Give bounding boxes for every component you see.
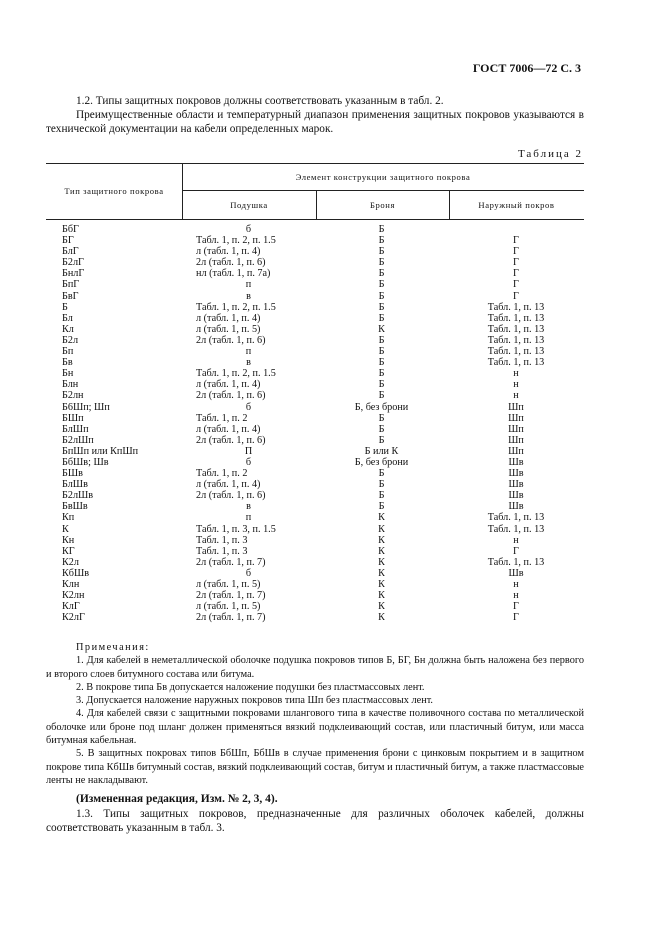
table-row xyxy=(46,512,584,523)
cell-outer: Г xyxy=(513,235,519,247)
cell-cushion: в xyxy=(246,501,251,513)
cell-outer: Шв xyxy=(508,501,524,513)
cell-outer: н xyxy=(513,368,519,380)
table-row xyxy=(46,335,584,346)
table-row xyxy=(46,402,584,413)
cell-cushion: п xyxy=(245,279,252,291)
cell-outer: Шв xyxy=(508,479,524,491)
cell-cushion: л (табл. 1, п. 4) xyxy=(196,479,261,491)
cell-armor: Б, без брони xyxy=(354,456,409,468)
cell-armor: Б, без брони xyxy=(354,401,409,413)
cell-type: К xyxy=(62,523,69,535)
cell-outer: Г xyxy=(513,612,519,624)
cell-type: КлГ xyxy=(62,601,80,613)
table-row xyxy=(46,546,584,557)
cell-armor: Б xyxy=(378,246,385,258)
table-group-rule xyxy=(182,190,584,191)
cell-cushion: Табл. 1, п. 2 xyxy=(196,412,248,424)
cell-outer: Табл. 1, п. 13 xyxy=(487,323,545,335)
table-row xyxy=(46,302,584,313)
table-row xyxy=(46,313,584,324)
cell-type: БвШв xyxy=(62,501,88,513)
table-row xyxy=(46,568,584,579)
cell-armor: Б xyxy=(378,257,385,269)
cell-type: Б2лШп xyxy=(62,434,94,446)
cell-type: БлШп xyxy=(62,423,89,435)
cell-armor: Б xyxy=(378,334,385,346)
col-header-type: Тип защитного покрова xyxy=(64,186,164,196)
cell-outer: Шв xyxy=(508,456,524,468)
cell-type: БнлГ xyxy=(62,268,85,280)
cell-cushion: нл (табл. 1, п. 7а) xyxy=(196,268,271,280)
table-row xyxy=(46,579,584,590)
cell-outer: Шв xyxy=(508,468,524,480)
cell-outer: Табл. 1, п. 13 xyxy=(487,357,545,369)
cell-cushion: б xyxy=(245,567,252,579)
cell-cushion: л (табл. 1, п. 4) xyxy=(196,312,261,324)
cell-armor: Б xyxy=(378,390,385,402)
cell-armor: Б xyxy=(378,501,385,513)
cell-outer xyxy=(448,224,584,235)
cell-type: К2лн xyxy=(62,590,85,602)
table-row xyxy=(46,535,584,546)
cell-type: Б2л xyxy=(62,334,79,346)
cell-outer: Табл. 1, п. 13 xyxy=(487,523,545,535)
note-4: 4. Для кабелей связи с защитными покровами шлангового типа в качестве поливочного состава по металлической оболочке или броне под шланг должен применяться вязкий подклеивающий состав, или пластичный битум, или масса битумная кабельная. xyxy=(46,708,584,747)
table-row xyxy=(46,601,584,612)
cell-cushion: в xyxy=(246,357,251,369)
cell-cushion: 2л (табл. 1, п. 6) xyxy=(196,434,266,446)
table-row xyxy=(46,435,584,446)
cell-armor: К xyxy=(378,512,385,524)
table-row xyxy=(46,479,584,490)
cell-outer: н xyxy=(513,579,519,590)
cell-cushion: л (табл. 1, п. 4) xyxy=(196,423,261,435)
cell-armor: Б xyxy=(378,423,385,435)
cell-outer: Г xyxy=(513,257,519,269)
cell-armor: Б xyxy=(378,312,385,324)
cell-armor: Б xyxy=(378,412,385,424)
cell-cushion: 2л (табл. 1, п. 6) xyxy=(196,490,266,502)
cell-outer: Табл. 1, п. 13 xyxy=(487,512,545,524)
table-row xyxy=(46,590,584,601)
cell-outer: Табл. 1, п. 13 xyxy=(487,556,545,568)
cell-armor: К xyxy=(378,545,385,557)
cell-type: Клн xyxy=(62,579,80,590)
cell-type: Б6Шп; Шп xyxy=(62,401,110,413)
cell-type: Б2лГ xyxy=(62,257,84,269)
table-row xyxy=(46,612,584,623)
table-row xyxy=(46,346,584,357)
table-row xyxy=(46,224,584,235)
cell-armor: К xyxy=(378,534,385,546)
cell-cushion: л (табл. 1, п. 5) xyxy=(196,579,261,590)
cell-armor: Б xyxy=(378,357,385,369)
table-row xyxy=(46,390,584,401)
cell-armor: Б или К xyxy=(364,445,399,457)
cell-outer: Г xyxy=(513,268,519,280)
table-body xyxy=(46,224,584,623)
cell-cushion: б xyxy=(245,456,252,468)
cell-outer: Шв xyxy=(508,490,524,502)
cell-armor: К xyxy=(378,523,385,535)
cell-armor: К xyxy=(378,323,385,335)
table-row xyxy=(46,557,584,568)
table-row xyxy=(46,268,584,279)
note-5: 5. В защитных покровах типов БбШп, БбШв в случае применения брони с цинковым покрытием и в защитном покрове типа КбШв битумный состав, вязкий подклеивающий состав, битум и пластичный битум, а также пластмассовые ленты не накладывают. xyxy=(46,748,584,786)
cell-type: Бп xyxy=(62,346,74,358)
cell-cushion: 2л (табл. 1, п. 7) xyxy=(196,612,266,624)
cell-outer: н xyxy=(513,390,519,402)
paragraph-1-2: 1.2. Типы защитных покровов должны соответствовать указанным в табл. 2. xyxy=(76,95,444,107)
cell-type: БлШв xyxy=(62,479,88,491)
cell-type: БпГ xyxy=(62,279,80,291)
page-header: ГОСТ 7006—72 С. 3 xyxy=(472,61,581,75)
cell-armor: Б xyxy=(378,468,385,480)
cell-cushion: 2л (табл. 1, п. 6) xyxy=(196,390,266,402)
cell-type: БпШп или КпШп xyxy=(62,445,139,457)
table-row xyxy=(46,291,584,302)
notes xyxy=(46,641,584,787)
cell-cushion: Табл. 1, п. 2, п. 1.5 xyxy=(196,368,276,380)
table-row xyxy=(46,246,584,257)
table-row xyxy=(46,413,584,424)
cell-cushion: б xyxy=(245,224,252,235)
notes-heading: Примечания: xyxy=(76,642,150,653)
cell-outer: Шп xyxy=(508,434,524,446)
table-row xyxy=(46,424,584,435)
cell-cushion: Табл. 1, п. 2, п. 1.5 xyxy=(196,235,276,247)
table-row xyxy=(46,446,584,457)
cell-armor: К xyxy=(378,612,385,624)
cell-type: БбШв; Шв xyxy=(62,456,109,468)
cell-cushion: Табл. 1, п. 3 xyxy=(196,534,248,546)
cell-type: Кл xyxy=(62,323,74,335)
table-top-rule xyxy=(46,163,584,164)
cell-armor: К xyxy=(378,579,385,590)
cell-armor: Б xyxy=(378,479,385,491)
cell-type: БлГ xyxy=(62,246,79,258)
cell-outer: Табл. 1, п. 13 xyxy=(487,312,545,324)
cell-type: КбШв xyxy=(62,567,90,579)
paragraph-usage: Преимущественные области и температурный диапазон применения защитных покровов указываются в технической документации на кабели определенных марок. xyxy=(46,109,584,135)
cell-cushion: п xyxy=(245,512,252,524)
cell-type: Кп xyxy=(62,512,75,524)
cell-outer: Табл. 1, п. 13 xyxy=(487,346,545,358)
table-header-rule xyxy=(46,219,584,220)
cell-type: БШв xyxy=(62,468,83,480)
cell-cushion: л (табл. 1, п. 5) xyxy=(196,323,261,335)
cell-cushion: л (табл. 1, п. 5) xyxy=(196,601,261,613)
cell-outer: Шп xyxy=(508,401,524,413)
cell-outer: н xyxy=(513,590,519,602)
table-row xyxy=(46,368,584,379)
note-3: 3. Допускается наложение наружных покровов типа Шп без пластмассовых лент. xyxy=(76,695,434,707)
col-header-cushion: Подушка xyxy=(230,200,268,210)
cell-armor: К xyxy=(378,567,385,579)
col-header-outer: Наружный покров xyxy=(478,200,555,210)
cell-cushion: в xyxy=(246,290,251,302)
cell-armor: Б xyxy=(378,434,385,446)
cell-type: Б2лн xyxy=(62,390,84,402)
cell-type: КГ xyxy=(62,545,75,557)
table-row xyxy=(46,357,584,368)
cell-armor: К xyxy=(378,590,385,602)
col-header-armor: Броня xyxy=(369,200,396,210)
cell-cushion: Табл. 1, п. 3 xyxy=(196,545,248,557)
cell-outer: Шп xyxy=(508,445,524,457)
col-header-group: Элемент конструкции защитного покрова xyxy=(295,172,471,182)
cell-armor: Б xyxy=(378,368,385,380)
cell-cushion: л (табл. 1, п. 4) xyxy=(196,379,261,391)
note-1: 1. Для кабелей в неметаллической оболочке подушка покровов типов Б, БГ, Бн должна быть наложена без первого и второго слоев битумного состава или битума. xyxy=(46,655,584,680)
cell-armor: Б xyxy=(378,279,385,291)
cell-outer: Г xyxy=(513,601,519,613)
cell-cushion: 2л (табл. 1, п. 7) xyxy=(196,590,266,602)
cell-armor: Б xyxy=(378,268,385,280)
table-row xyxy=(46,501,584,512)
cell-outer: Табл. 1, п. 13 xyxy=(487,301,545,313)
cell-cushion: 2л (табл. 1, п. 7) xyxy=(196,556,266,568)
cell-outer: н xyxy=(513,534,519,546)
cell-outer: Г xyxy=(513,290,519,302)
table-row xyxy=(46,524,584,535)
cell-type: К2лГ xyxy=(62,612,85,624)
cell-type: Б2лШв xyxy=(62,490,94,502)
cell-cushion: Табл. 1, п. 2 xyxy=(196,468,248,480)
cell-outer: Г xyxy=(513,279,519,291)
cell-cushion: 2л (табл. 1, п. 6) xyxy=(196,334,266,346)
note-2: 2. В покрове типа Бв допускается наложение подушки без пластмассовых лент. xyxy=(76,681,425,693)
table-row xyxy=(46,457,584,468)
cell-type: К2л xyxy=(62,556,79,568)
cell-cushion: б xyxy=(245,401,252,413)
cell-armor: К xyxy=(378,601,385,613)
table-caption: Таблица 2 xyxy=(517,148,583,160)
cell-cushion: л (табл. 1, п. 4) xyxy=(196,246,261,258)
cell-type: Бн xyxy=(62,368,74,380)
table-row xyxy=(46,468,584,479)
cell-cushion: п xyxy=(245,346,252,358)
paragraph-1-3: 1.3. Типы защитных покровов, предназначенные для различных оболочек кабелей, должны соответствовать указанным в табл. 3. xyxy=(46,808,584,834)
table-row xyxy=(46,379,584,390)
cell-armor: Б xyxy=(378,290,385,302)
cell-outer: Шв xyxy=(508,567,524,579)
table-row xyxy=(46,324,584,335)
cell-armor: К xyxy=(378,556,385,568)
cell-armor: Б xyxy=(378,490,385,502)
cell-cushion: Табл. 1, п. 3, п. 1.5 xyxy=(196,523,276,535)
cell-armor: Б xyxy=(378,235,385,247)
cell-type: Блн xyxy=(62,379,79,391)
cell-type: БГ xyxy=(62,235,74,247)
cell-type: БвГ xyxy=(62,290,79,302)
cell-cushion: П xyxy=(244,445,253,457)
cell-type: Кн xyxy=(62,534,75,546)
cell-type: Бв xyxy=(62,357,73,369)
cell-outer: Табл. 1, п. 13 xyxy=(487,334,545,346)
cell-armor: Б xyxy=(378,379,385,391)
cell-outer: Шп xyxy=(508,423,524,435)
cell-outer: н xyxy=(513,379,519,391)
cell-type: БШп xyxy=(62,412,84,424)
cell-cushion: 2л (табл. 1, п. 6) xyxy=(196,257,266,269)
cell-outer: Г xyxy=(513,545,519,557)
cell-type: БбГ xyxy=(62,224,79,235)
cell-outer: Г xyxy=(513,246,519,258)
cell-armor: Б xyxy=(378,224,385,235)
amendment-note: (Измененная редакция, Изм. № 2, 3, 4). xyxy=(76,793,278,805)
table-row xyxy=(46,235,584,246)
cell-type: Б xyxy=(62,301,68,313)
table-row xyxy=(46,490,584,501)
table-row xyxy=(46,279,584,290)
cell-type: Бл xyxy=(62,312,73,324)
cell-armor: Б xyxy=(378,301,385,313)
cell-cushion: Табл. 1, п. 2, п. 1.5 xyxy=(196,301,276,313)
cell-outer: Шп xyxy=(508,412,524,424)
table-row xyxy=(46,257,584,268)
cell-armor: Б xyxy=(378,346,385,358)
